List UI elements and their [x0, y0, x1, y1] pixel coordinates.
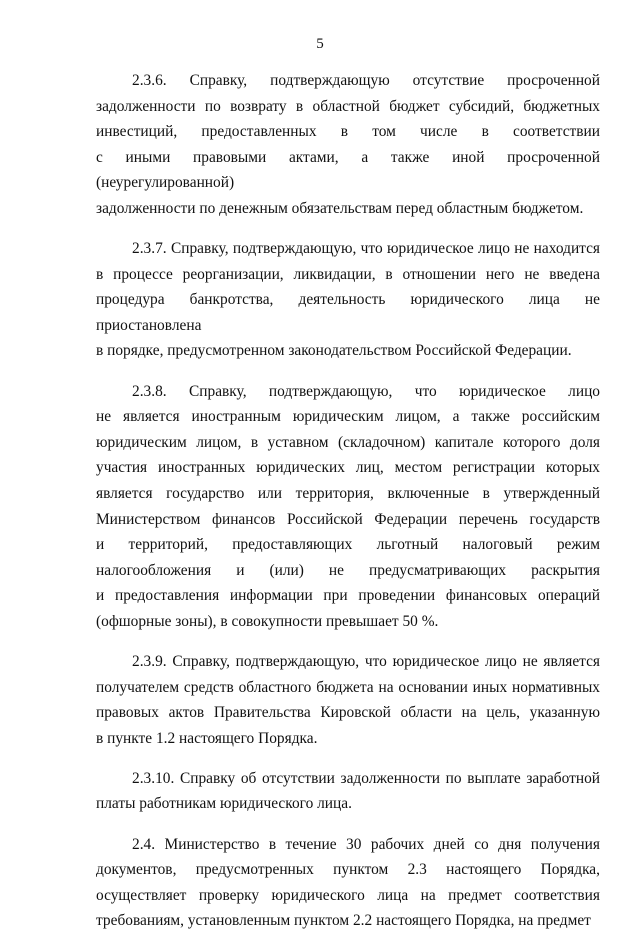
text-line: платы работникам юридического лица. — [96, 795, 352, 813]
text-line: получателем средств областного бюджета на основании иных нормативных — [96, 678, 600, 696]
text-line: Министерством финансов Российской Федерации перечень государств — [96, 510, 600, 528]
text-line: в порядке, предусмотренном законодательством Российской Федерации. — [96, 342, 572, 360]
text-line: требованиям, установленным пунктом 2.2 настоящего Порядка, на предмет — [96, 912, 591, 930]
paragraph-p-2-3-10 — [96, 766, 600, 817]
text-line: с иными правовыми актами, а также иной просроченной (неурегулированной) — [96, 148, 600, 192]
text-line: (офшорные зоны), в совокупности превышает 50 %. — [96, 612, 439, 630]
text-line: и территорий, предоставляющих льготный налоговый режим — [96, 536, 600, 554]
text-line: задолженности по денежным обязательствам перед областным бюджетом. — [96, 199, 584, 217]
text-line: 2.3.7. Справку, подтверждающую, что юридическое лицо не находится — [132, 240, 600, 258]
text-line: в пункте 1.2 настоящего Порядка. — [96, 729, 318, 747]
text-line: налогообложения и (или) не предусматривающих раскрытия — [96, 561, 600, 579]
text-line: документов, предусмотренных пунктом 2.3 настоящего Порядка, — [96, 861, 600, 879]
text-line: юридическим лицом, в уставном (складочном) капитале которого доля — [96, 433, 600, 451]
paragraph-p-2-3-9 — [96, 649, 600, 751]
text-line: не является иностранным юридическим лицом, а также российским — [96, 408, 600, 426]
page-number: 5 — [316, 36, 324, 52]
text-line: задолженности по возврату в областной бюджет субсидий, бюджетных — [96, 97, 600, 115]
paragraph-p-2-3-8 — [96, 379, 600, 635]
paragraph-p-2-4 — [96, 832, 600, 934]
text-line: 2.4. Министерство в течение 30 рабочих дней со дня получения — [132, 835, 600, 853]
text-line: 2.3.10. Справку об отсутствии задолженности по выплате заработной — [132, 769, 600, 787]
text-line: инвестиций, предоставленных в том числе в соответствии — [96, 123, 600, 141]
text-line: правовых актов Правительства Кировской области на цель, указанную — [96, 704, 600, 722]
paragraph-p-2-3-7 — [96, 236, 600, 364]
text-line: осуществляет проверку юридического лица на предмет соответствия — [96, 886, 600, 904]
document-body — [96, 68, 600, 948]
text-line: является государство или территория, включенные в утвержденный — [96, 484, 600, 502]
text-line: в процессе реорганизации, ликвидации, в отношении него не введена — [96, 265, 600, 283]
text-line: 2.3.8. Справку, подтверждающую, что юридическое лицо — [132, 382, 600, 400]
paragraph-p-2-3-6 — [96, 68, 600, 222]
text-line: и предоставления информации при проведении финансовых операций — [96, 587, 600, 605]
text-line: процедура банкротства, деятельность юридического лица не приостановлена — [96, 291, 600, 334]
text-line: 2.3.9. Справку, подтверждающую, что юридическое лицо не является — [132, 652, 600, 670]
text-line: 2.3.6. Справку, подтверждающую отсутствие просроченной — [132, 72, 600, 89]
text-line: участия иностранных юридических лиц, местом регистрации которых — [96, 459, 600, 477]
